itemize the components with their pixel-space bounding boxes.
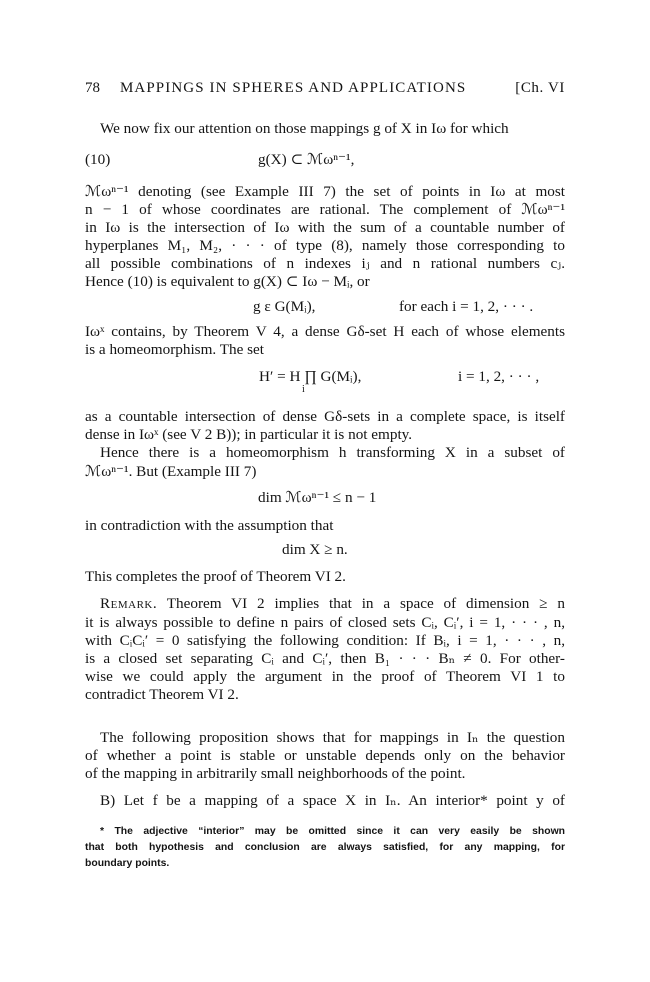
text-line: dense in Iωˣ (see V 2 B)); in particular it is not empty.	[85, 426, 413, 443]
footnote-line: boundary points.	[85, 858, 170, 869]
text-line: as a countable intersection of dense Gδ-sets in a complete space, is itself	[85, 408, 565, 425]
equation: g(X) ⊂ ℳωⁿ⁻¹,	[258, 151, 355, 168]
text-line: Iωˣ contains, by Theorem V 4, a dense Gδ-set H each of whose elements	[85, 323, 565, 340]
text-line: ℳωⁿ⁻¹. But (Example III 7)	[85, 463, 257, 480]
equation: dim ℳωⁿ⁻¹ ≤ n − 1	[258, 489, 377, 506]
page-number: 78	[85, 80, 100, 96]
chapter-label: [Ch. VI	[515, 80, 565, 96]
text-line: The following proposition shows that for mappings in Iₙ the question	[100, 729, 565, 746]
text-line: This completes the proof of Theorem VI 2.	[85, 568, 346, 585]
text-line: contradict Theorem VI 2.	[85, 686, 239, 703]
text-line: in Iω is the intersection of Iω with the sum of a countable number of	[85, 219, 565, 236]
text-line: is a closed set separating Cᵢ and Cᵢ′, then B₁ · · · Bₙ ≠ 0. For other-	[85, 650, 565, 667]
text-line: Hence (10) is equivalent to g(X) ⊂ Iω − Mᵢ, or	[85, 273, 370, 290]
equation-tag: (10)	[85, 151, 111, 168]
footnote-line: that both hypothesis and conclusion are always satisfied, for any mapping, for	[85, 842, 565, 853]
text-line: it is always possible to define n pairs of closed sets Cᵢ, Cᵢ′, i = 1, · · · , n,	[85, 614, 565, 631]
text-line: n − 1 of whose coordinates are rational. The complement of ℳωⁿ⁻¹	[85, 201, 565, 218]
remark-line	[100, 594, 565, 613]
equation: g ε G(Mᵢ),	[253, 298, 316, 315]
running-title: MAPPINGS IN SPHERES AND APPLICATIONS	[120, 80, 467, 96]
remark-label: Remark.	[100, 595, 158, 612]
remark-text: Theorem VI 2 implies that in a space of dimension ≥ n	[157, 595, 565, 612]
equation-condition: i = 1, 2, · · · ,	[458, 368, 540, 385]
text-line: all possible combinations of n indexes iⱼ and n rational numbers cⱼ.	[85, 255, 565, 272]
text-line: of whether a point is stable or unstable depends only on the behavior	[85, 747, 565, 764]
equation-subscript: i	[302, 384, 305, 395]
footnote-line: * The adjective “interior” may be omitted since it can very easily be shown	[100, 826, 565, 837]
text-line: of the mapping in arbitrarily small neighborhoods of the point.	[85, 765, 466, 782]
text-line: hyperplanes M₁, M₂, · · · of type (8), namely those corresponding to	[85, 237, 565, 254]
text-line: in contradiction with the assumption that	[85, 517, 334, 534]
text-line: Hence there is a homeomorphism h transforming X in a subset of	[100, 444, 565, 461]
text-line: ℳωⁿ⁻¹ denoting (see Example III 7) the set of points in Iω at most	[85, 183, 565, 200]
equation-condition: for each i = 1, 2, · · · .	[399, 298, 534, 315]
text-line: is a homeomorphism. The set	[85, 341, 264, 358]
text-line: wise we could apply the argument in the proof of Theorem VI 1 to	[85, 668, 565, 685]
equation: H′ = H ∏ G(Mᵢ),	[259, 368, 362, 385]
text-line: B) Let f be a mapping of a space X in Iₙ. An interior* point y of	[100, 792, 565, 809]
text-line: We now fix our attention on those mappings g of X in Iω for which	[100, 120, 509, 137]
equation: dim X ≥ n.	[282, 541, 348, 558]
text-line: with CᵢCᵢ′ = 0 satisfying the following condition: If Bᵢ, i = 1, · · · , n,	[85, 632, 565, 649]
